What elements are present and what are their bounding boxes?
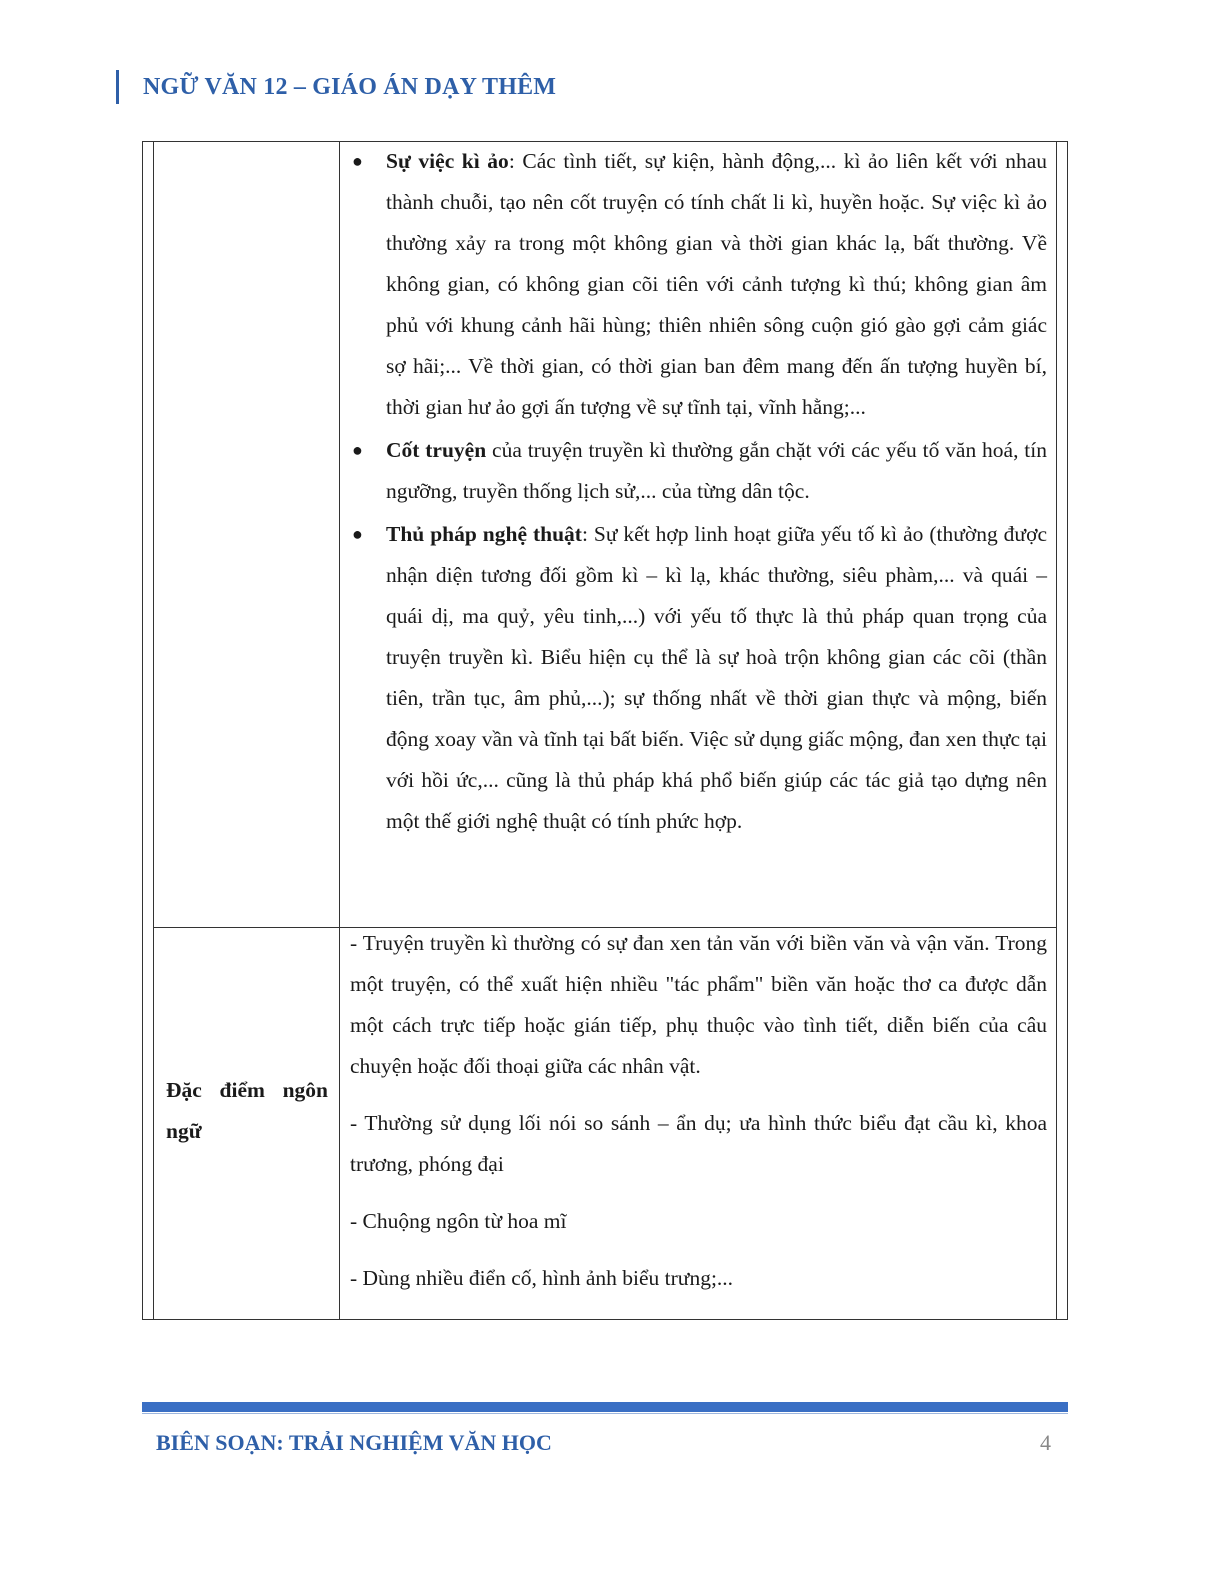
footer-divider-line: [142, 1413, 1068, 1414]
bullet-icon: ●: [352, 440, 363, 460]
footer-author: BIÊN SOẠN: TRẢI NGHIỆM VĂN HỌC: [156, 1430, 552, 1455]
bullet-icon: ●: [352, 524, 363, 544]
bullet-term: Thủ pháp nghệ thuật: [386, 522, 582, 546]
bullet-text: : Các tình tiết, sự kiện, hành động,... kì ảo liên kết với nhau thành chuỗi, tạo nên cốt truyện có tính chất li kì, huyền hoặc. Sự việc kì ảo thường xảy ra trong một không gian và thời gian khác lạ, bất thường. Về không gian, có không gian cõi tiên với cảnh tượng kì thú; không gian âm phủ với khung cảnh hãi hùng; thiên nhiên sông cuộn gió gào gợi cảm giác sợ hãi;... Về thời gian, có thời gian ban đêm mang đến ấn tượng huyền bí, thời gian hư ảo gợi ấn tượng về sự tĩnh tại, vĩnh hằng;...: [386, 149, 1047, 419]
footer-divider-bar: [142, 1402, 1068, 1412]
bullet-term: Sự việc kì ảo: [386, 149, 509, 173]
features-bullet-list: [340, 141, 1056, 842]
language-paragraph: - Truyện truyền kì thường có sự đan xen tản văn với biền văn và vận văn. Trong một truyện, có thể xuất hiện nhiều "tác phẩm" biền văn hoặc thơ ca được dẫn một cách trực tiếp hoặc gián tiếp, phụ thuộc vào tình tiết, diễn biến của câu chuyện hoặc đối thoại giữa các nhân vật.: [350, 931, 1047, 1078]
bullet-term: Cốt truyện: [386, 438, 487, 462]
page-header-title: NGỮ VĂN 12 – GIÁO ÁN DẠY THÊM: [116, 70, 556, 104]
list-item: [340, 514, 1056, 842]
bullet-icon: ●: [352, 151, 363, 171]
language-paragraph: - Chuộng ngôn từ hoa mĩ: [350, 1209, 567, 1233]
language-paragraph: - Dùng nhiều điển cố, hình ảnh biểu trưng;...: [350, 1266, 734, 1290]
table-cell-language: [340, 923, 1056, 1315]
list-item: [340, 141, 1056, 428]
bullet-text: của truyện truyền kì thường gắn chặt với các yếu tố văn hoá, tín ngưỡng, truyền thống lịch sử,... của từng dân tộc.: [386, 438, 1047, 503]
list-item: [340, 430, 1056, 512]
page-number: 4: [1040, 1430, 1051, 1455]
bullet-text: : Sự kết hợp linh hoạt giữa yếu tố kì ảo (thường được nhận diện tương đối gồm kì – kì lạ, khác thường, siêu phàm,... và quái – quái dị, ma quỷ, yêu tinh,...) với yếu tố thực là thủ pháp quan trọng của truyện truyền kì. Biểu hiện cụ thể là sự hoà trộn không gian các cõi (thần tiên, trần tục, âm phủ,...); sự thống nhất về thời gian thực và mộng, biến động xoay vần và tĩnh tại bất biến. Việc sử dụng giấc mộng, đan xen thực tại với hồi ức,... cũng là thủ pháp khá phổ biến giúp các tác giả tạo dựng nên một thế giới nghệ thuật có tính phức hợp.: [386, 522, 1047, 833]
language-paragraph: - Thường sử dụng lối nói so sánh – ẩn dụ; ưa hình thức biểu đạt cầu kì, khoa trương, phóng đại: [350, 1111, 1047, 1176]
table-cell-features: [340, 141, 1056, 927]
row-label-language: Đặc điểm ngôn ngữ: [166, 1078, 328, 1143]
